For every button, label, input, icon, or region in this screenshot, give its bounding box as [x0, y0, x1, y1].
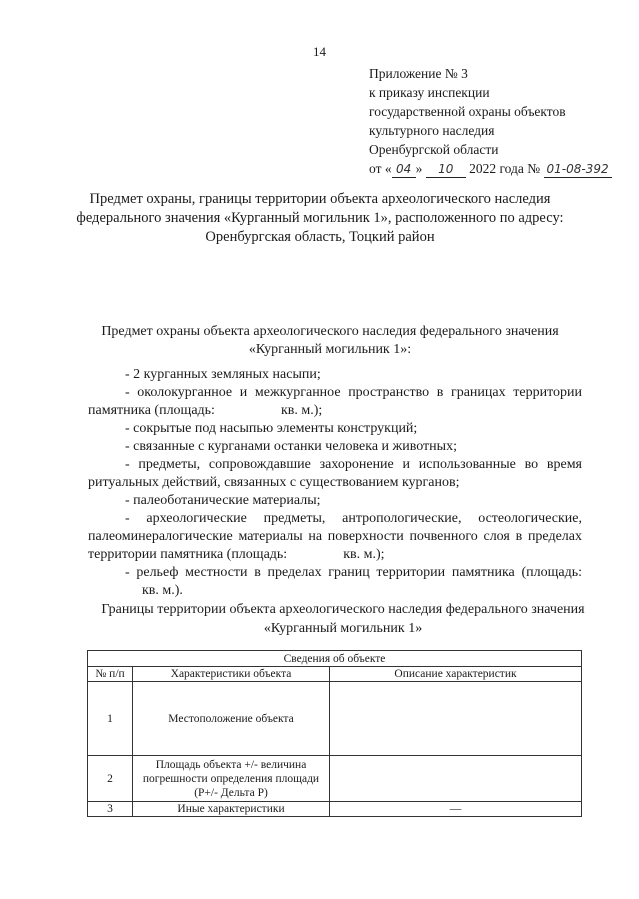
row-characteristic: Иные характеристики: [133, 802, 330, 817]
row-description: [330, 682, 582, 756]
date-prefix: от «: [369, 161, 392, 176]
list-item: - околокурганное и межкурганное пространство в границах территории памятника (площадь: кв. м.);: [88, 385, 582, 418]
date-year: 2022 года №: [469, 161, 541, 176]
table-row: [88, 802, 582, 817]
appendix-line: государственной охраны объектов: [369, 104, 566, 119]
table-header: Описание характеристик: [330, 667, 582, 682]
table-row: [88, 682, 582, 756]
date-day: 04: [392, 162, 416, 178]
row-number: 2: [88, 756, 133, 802]
table-header: № п/п: [88, 667, 133, 682]
appendix-line: к приказу инспекции: [369, 85, 490, 100]
page-number: 14: [313, 44, 326, 59]
appendix-line: культурного наследия: [369, 123, 495, 138]
boundaries-heading: Границы территории объекта археологического наследия федерального значения «Курганный могильник 1»: [101, 602, 585, 636]
document-title: Предмет охраны, границы территории объекта археологического наследия федерального значения «Курганный могильник 1», расположенного по адресу: Оренбургская область, Тоцкий район: [76, 191, 564, 245]
row-characteristic: Местоположение объекта: [133, 682, 330, 756]
order-number: 01-08-392: [544, 162, 612, 178]
appendix-date-line: [369, 159, 612, 178]
list-item: - сокрытые под насыпью элементы конструкций;: [125, 421, 418, 436]
list-item: - предметы, сопровождавшие захоронение и использованные во время ритуальных действий, связанных с существованием курганов;: [88, 457, 582, 490]
subject-heading: Предмет охраны объекта археологического наследия федерального значения «Курганный могильник 1»:: [101, 324, 559, 357]
appendix-block: [369, 64, 612, 178]
row-number: 1: [88, 682, 133, 756]
list-item: - рельеф местности в пределах границ территории памятника (площадь:кв. м.).: [125, 565, 582, 598]
list-item: - палеоботанические материалы;: [125, 493, 321, 508]
row-number: 3: [88, 802, 133, 817]
table-caption: Сведения об объекте: [88, 651, 582, 667]
list-item: - связанные с курганами останки человека и животных;: [125, 439, 457, 454]
row-description: [330, 756, 582, 802]
table-row: [88, 756, 582, 802]
appendix-line: Приложение № 3: [369, 66, 468, 81]
appendix-line: Оренбургской области: [369, 142, 499, 157]
object-info-table: [87, 650, 582, 817]
date-mid: »: [415, 161, 423, 176]
table-header: Характеристики объекта: [133, 667, 330, 682]
date-month: 10: [426, 162, 466, 178]
list-item: - археологические предметы, антропологические, остеологические, палеоминералогические материалы на поверхности почвенного слоя в пределах территории памятника (площадь: кв. м.);: [88, 511, 582, 562]
row-characteristic: Площадь объекта +/- величина погрешности определения площади (Р+/- Дельта Р): [133, 756, 330, 802]
row-description: —: [330, 802, 582, 817]
list-item: - 2 курганных земляных насыпи;: [125, 367, 321, 382]
subject-items: [88, 366, 582, 600]
